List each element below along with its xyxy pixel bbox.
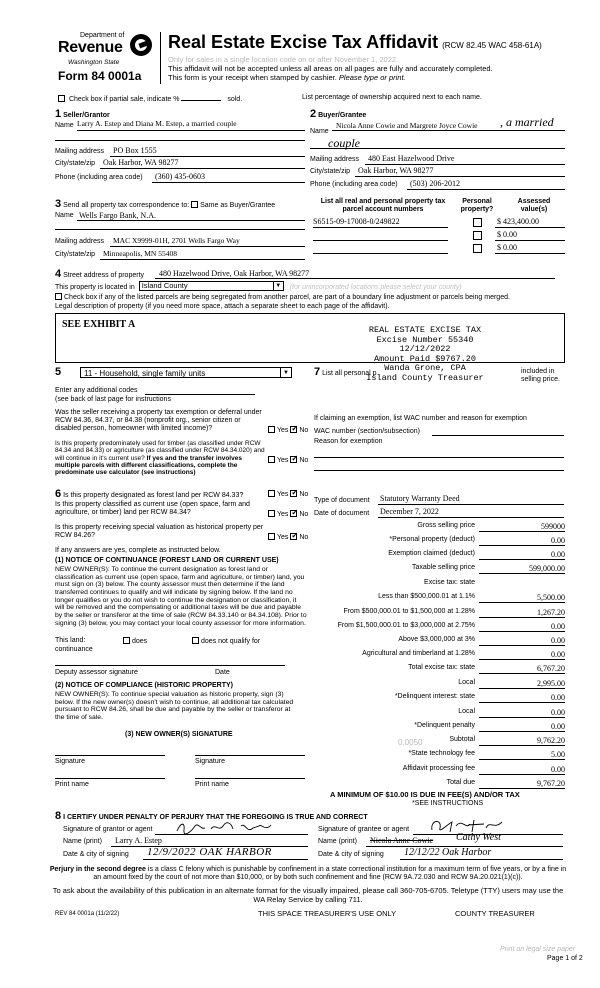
calc-row xyxy=(313,550,565,562)
tax-corr-name-field[interactable]: Wells Fargo Bank, N.A. xyxy=(79,211,156,220)
seller-phone-label: Phone (including area code) xyxy=(55,174,143,181)
calc-row xyxy=(313,664,565,676)
doc-type-row xyxy=(314,494,564,505)
calc-row xyxy=(313,679,565,691)
notice-continuance-body: NEW OWNER(S): To continue the current designation as forest land or classification as current use (open space, farm and agriculture, or timber) land, you must sign on (3) below. The county assessor must then determine if the land transferred continues to qualify and will indicate by signing below. If the land no longer qualifies or you do not wish to continue the designation or classification, it will be removed and the compensating or additional taxes will be due and payable by the seller or transferor at the time of sale (RCW 84.33.140 or 84.34.108). Prior to signing (3) below, you may contact your local county assessor for more information. xyxy=(55,566,307,627)
rev-number: REV 84 0001a (11/2/22) xyxy=(55,911,120,917)
calc-label: Less than $500,000.01 at 1.1% xyxy=(378,593,475,600)
personal-property-checkbox-3[interactable] xyxy=(473,244,482,253)
seller-num: 1 xyxy=(55,108,62,120)
forest-yes-checkbox[interactable] xyxy=(268,490,275,497)
buyer-city-field[interactable]: Oak Harbor, WA 98277 xyxy=(358,166,434,175)
current-use-no-label: No xyxy=(299,511,309,518)
historic-yes-checkbox[interactable] xyxy=(268,533,275,540)
reason-label: Reason for exemption xyxy=(314,438,383,445)
notice-line-1: This affidavit will not be accepted unless all areas on all pages are fully and accurately completed. xyxy=(168,64,493,73)
owner-sig-line-2[interactable] xyxy=(195,755,305,756)
calc-row xyxy=(313,765,565,777)
grantor-name-row xyxy=(63,838,308,846)
calc-row xyxy=(313,522,565,534)
calc-row xyxy=(313,693,565,705)
doc-date-label: Date of document xyxy=(314,510,370,517)
reason-line-1[interactable] xyxy=(314,457,564,458)
seller-mailing-label: Mailing address xyxy=(55,148,105,155)
calc-row xyxy=(313,564,565,576)
treasurer-use-label: THIS SPACE TREASURER'S USE ONLY xyxy=(258,909,397,918)
parcel-row-3 xyxy=(313,243,565,255)
same-as-buyer-checkbox[interactable] xyxy=(191,201,198,208)
calc-label: *Delinquent penalty xyxy=(414,722,475,729)
use-code-num: 5 xyxy=(55,366,62,378)
ownership-note: List percentage of ownership acquired next to each name. xyxy=(302,94,482,101)
grantor-date-field[interactable]: 12/9/2022 OAK HARBOR xyxy=(147,846,272,858)
calc-row xyxy=(313,736,565,748)
grantor-sig-label: Signature of grantor or agent xyxy=(63,826,153,833)
dropdown-arrow-icon[interactable]: ▼ xyxy=(273,282,283,291)
deputy-sig-label: Deputy assessor signature xyxy=(55,669,138,676)
calc-label: *State technology fee xyxy=(408,750,475,757)
tax-corr-city-row xyxy=(55,251,305,259)
only-for-note: Only for sales in a single location code on or after November 1, 2022. xyxy=(168,55,399,64)
parcel-col-header-1: List all real and personal property tax parcel account numbers xyxy=(320,198,446,214)
stamp-line-5: Wanda Grone, CPA xyxy=(384,363,466,374)
seller-blank-line xyxy=(55,140,305,141)
timber-question xyxy=(55,440,267,476)
calc-label: Above $3,000,000 at 3% xyxy=(398,636,475,643)
notice-line-2a: This form is your receipt when stamped by cashier. xyxy=(168,73,337,82)
tax-corr-name-label: Name xyxy=(55,212,74,219)
assessed-value-1[interactable]: $ 423,400.00 xyxy=(497,217,539,226)
calc-label: Gross selling price xyxy=(417,522,475,529)
notice-line-2b: Please type or print. xyxy=(338,73,406,82)
local-rate-field[interactable]: 0.0050 xyxy=(398,738,423,747)
reason-line-2[interactable] xyxy=(314,470,564,471)
see-instructions-note: *SEE INSTRUCTIONS xyxy=(412,800,484,807)
does-checkbox[interactable] xyxy=(123,637,130,644)
print-legal-note: Print on legal size paper xyxy=(500,946,576,953)
forest-q3: Is this property receiving special valuation as historical property per RCW 84.26? xyxy=(55,524,264,540)
calc-label: Taxable selling price xyxy=(411,564,475,571)
additional-codes-row xyxy=(55,387,305,395)
partial-sale-row xyxy=(58,94,242,104)
tax-corr-num: 3 xyxy=(55,198,62,210)
grantor-sig-row xyxy=(63,826,308,834)
new-owner-sig-heading: (3) NEW OWNER(S) SIGNATURE xyxy=(125,731,233,738)
calc-value[interactable]: 599000 xyxy=(479,522,565,532)
owner-print-line-2[interactable] xyxy=(195,778,305,779)
perjury-rest: is a class C felony which is punishable by confinement in a state correctional institution for a maximum term of five years, or by a fine in an amount fixed by the court of not more than $10,000, or by both such confinement and fine (RCW 9A.72.030 and RCW 9A.20.021(1)(c)). xyxy=(93,866,567,882)
calc-value[interactable]: 0.00 xyxy=(479,550,565,560)
current-use-yes-label: Yes xyxy=(277,511,289,518)
assessed-value-3[interactable]: $ 0.00 xyxy=(497,243,517,252)
stamp-line-3: 12/12/2022 xyxy=(399,344,451,355)
notice-line-2 xyxy=(168,74,406,83)
partial-sale-percent-field[interactable] xyxy=(181,94,221,101)
grantor-date-row xyxy=(63,846,308,859)
unincorp-hint: (for unincorporated locations please select your county) xyxy=(289,284,462,291)
timber-yes-label: Yes xyxy=(277,457,289,464)
grantee-date-row xyxy=(318,847,563,859)
calc-row xyxy=(313,579,565,591)
page-title xyxy=(168,32,542,53)
partial-sale-checkbox[interactable] xyxy=(58,95,65,102)
calc-label: Affidavit processing fee xyxy=(402,765,475,772)
forest-no-checkbox[interactable] xyxy=(290,490,297,497)
seller-mailing-field[interactable]: PO Box 1555 xyxy=(113,146,157,155)
county-select-value: Island County xyxy=(141,281,188,290)
county-row xyxy=(55,281,462,292)
calc-label: Total excise tax: state xyxy=(408,664,475,671)
calc-label: Local xyxy=(458,708,475,715)
does-option xyxy=(123,637,147,646)
buyer-phone-field[interactable]: (503) 206-2012 xyxy=(410,179,460,188)
tax-corr-mailing-label: Mailing address xyxy=(55,238,105,245)
wac-field[interactable] xyxy=(432,435,564,436)
exemption-wac-label: If claiming an exemption, list WAC number and reason for exemption xyxy=(314,415,527,422)
certify-heading-text: I CERTIFY UNDER PENALTY OF PERJURY THAT THE FOREGOING IS TRUE AND CORRECT xyxy=(63,814,368,821)
forest-q2: Is this property classified as current use (open space, farm and agriculture, or timber) land per RCW 84.34? xyxy=(55,501,250,517)
if-yes-note: If any answers are yes, complete as instructed below. xyxy=(55,547,221,554)
notice-compliance-heading: (2) NOTICE OF COMPLIANCE (HISTORIC PROPERTY) xyxy=(55,682,233,689)
owner-print-label-1: Print name xyxy=(55,781,89,788)
buyer-mailing-row xyxy=(310,156,565,164)
wac-row xyxy=(314,428,564,436)
grantee-sig-row xyxy=(318,826,563,834)
exemption-yes-no xyxy=(268,426,308,435)
seller-heading-text: Seller/Grantor xyxy=(63,112,110,119)
calc-row xyxy=(313,536,565,548)
stamp-line-6: Island County Treasurer xyxy=(345,374,505,384)
personal-property-num: 7 xyxy=(314,366,321,378)
use-code-selected: 11 - Household, single family units xyxy=(84,369,206,378)
continuance-label: continuance xyxy=(55,646,93,653)
does-not-label: does not qualify for xyxy=(201,638,261,645)
exemption-question: Was the seller receiving a property tax exemption or deferral under RCW 84.36, 84.37, or 84.38 (nonprofit org., senior citizen or disabled person, homeowner with limited income)? xyxy=(55,409,262,433)
calc-value[interactable]: 5,500.00 xyxy=(479,593,565,603)
grantee-name-label: Name (print) xyxy=(318,838,357,845)
exemption-yes-label: Yes xyxy=(277,427,289,434)
page-title-text: Real Estate Excise Tax Affidavit xyxy=(168,32,439,52)
stamp-line-2: Excise Number 55340 xyxy=(376,334,474,345)
does-not-option xyxy=(192,637,260,646)
historic-yes-label: Yes xyxy=(277,534,289,541)
buyer-heading-text: Buyer/Grantee xyxy=(318,112,367,119)
personal-property-label-b: included in selling price. xyxy=(521,368,560,384)
notice-compliance-body: NEW OWNER(S): To continue special valuation as historic property, sign (3) below. If the new owner(s) doesn't wish to continue, all additional tax calculated pursuant to RCW 84.26, shall be due and payable by the seller or transferor at the time of sale. xyxy=(55,691,294,722)
seller-name-field[interactable]: Larry A. Estep and Diana M. Estep, a married couple xyxy=(77,119,237,128)
buyer-city-label: City/state/zip xyxy=(310,168,351,175)
calc-row xyxy=(313,636,565,648)
buyer-name-handwritten: , a married xyxy=(500,115,554,129)
form-number: Form 84 0001a xyxy=(58,69,142,83)
see-back-note: (see back of last page for instructions xyxy=(55,396,171,403)
stamp-line-4: Amount Paid $9767.20 xyxy=(373,353,477,364)
certify-num: 8 xyxy=(55,810,62,822)
seller-mailing-row xyxy=(55,148,305,156)
personal-property-row xyxy=(314,363,564,384)
grantor-name-field[interactable]: Larry A. Estep xyxy=(115,836,162,845)
tax-corr-city-field[interactable]: Minneapolis, MN 55408 xyxy=(103,249,177,258)
forest-q1-text: Is this property designated as forest land per RCW 84.33? xyxy=(63,492,244,499)
dor-logo-swirl-icon xyxy=(130,34,152,56)
doc-date-row xyxy=(314,507,564,518)
buyer-num: 2 xyxy=(310,108,317,120)
street-row xyxy=(55,268,555,281)
buyer-city-row xyxy=(310,168,565,176)
grantor-signature[interactable] xyxy=(175,820,275,836)
this-land-label: This land: xyxy=(55,637,86,644)
buyer-name-field[interactable]: Nicola Anne Cowie and Margrete Joyce Cowie xyxy=(336,121,478,130)
parcel-row-2 xyxy=(313,230,565,242)
owner-sig-label-2: Signature xyxy=(195,758,225,765)
seller-phone-field[interactable]: (360) 435-0603 xyxy=(155,172,205,181)
tax-corr-city-label: City/state/zip xyxy=(55,251,96,258)
wac-label: WAC number (section/subsection) xyxy=(314,428,420,435)
doc-type-label: Type of document xyxy=(314,497,370,504)
page-number: Page 1 of 2 xyxy=(547,955,583,962)
seller-phone-row xyxy=(55,174,305,182)
seller-name-row xyxy=(55,119,305,130)
perjury-bold: Perjury in the second degree xyxy=(49,866,146,873)
calc-row xyxy=(313,608,565,620)
parcel-col-header-3: Assessed value(s) xyxy=(517,198,551,214)
deputy-sig-line[interactable] xyxy=(55,665,285,666)
parcel-col-header-2: Personal property? xyxy=(460,198,494,214)
calc-label: *Personal property (deduct) xyxy=(389,536,475,543)
additional-codes-label: Enter any additional codes xyxy=(55,387,138,394)
county-select[interactable] xyxy=(139,281,284,291)
calc-label: Agricultural and timberland at 1.28% xyxy=(362,650,475,657)
tax-corr-mailing-row xyxy=(55,238,305,246)
dor-logo-state: Washington State xyxy=(68,59,120,66)
parcel-row-1 xyxy=(313,217,565,229)
buyer-mailing-label: Mailing address xyxy=(310,156,360,163)
forest-no-label: No xyxy=(299,491,309,498)
tax-corr-heading xyxy=(55,198,275,211)
calc-row xyxy=(313,650,565,662)
tax-corr-name-row xyxy=(55,212,305,220)
deputy-date-label: Date xyxy=(215,669,230,676)
calc-value[interactable]: 0.00 xyxy=(479,636,565,646)
calc-label: Exemption claimed (deduct) xyxy=(388,550,475,557)
personal-property-label-a: List all personal p xyxy=(322,370,377,377)
use-code-select[interactable] xyxy=(80,367,292,378)
owner-print-label-2: Print name xyxy=(195,781,229,788)
calc-value[interactable] xyxy=(479,579,565,589)
stamp-line-1: REAL ESTATE EXCISE TAX xyxy=(368,325,482,335)
grantee-name-row xyxy=(318,832,563,846)
partial-sale-label-b: sold. xyxy=(227,96,243,103)
doc-type-field[interactable]: Statutory Warranty Deed xyxy=(380,494,460,503)
does-not-checkbox[interactable] xyxy=(192,637,199,644)
seller-city-field[interactable]: Oak Harbor, WA 98277 xyxy=(103,158,179,167)
calc-value[interactable]: 9,762.20 xyxy=(479,736,565,746)
current-use-no-checkbox[interactable] xyxy=(290,510,297,517)
calc-value[interactable]: 599,000.00 xyxy=(479,564,565,574)
segregated-checkbox[interactable] xyxy=(55,293,62,300)
this-land-row xyxy=(55,637,307,645)
grantee-name-handwritten: Cathy West xyxy=(456,832,501,843)
current-use-yes-checkbox[interactable] xyxy=(268,510,275,517)
assessed-value-2[interactable]: $ 0.00 xyxy=(497,230,517,239)
buyer-mailing-field[interactable]: 480 East Hazelwood Drive xyxy=(368,154,455,163)
forest-q2-yes-no xyxy=(268,510,308,519)
calc-value[interactable]: 5.00 xyxy=(479,750,565,760)
personal-property-checkbox-1[interactable] xyxy=(473,218,482,227)
seller-city-row xyxy=(55,160,305,168)
calc-row xyxy=(313,750,565,762)
calc-value[interactable]: 9,767.20 xyxy=(479,779,565,789)
exemption-no-checkbox[interactable] xyxy=(290,426,297,433)
tax-corr-mailing-field[interactable]: MAC X9999-01H, 2701 Wells Fargo Way xyxy=(113,236,240,245)
calc-value[interactable]: 0.00 xyxy=(479,650,565,660)
calc-value[interactable]: 0.00 xyxy=(479,708,565,718)
seller-name-label: Name xyxy=(55,122,74,129)
grantor-date-label: Date & city of signing xyxy=(63,851,129,858)
timber-question-b: If yes and the transfer involves multiple parcels with different classifications, complete the predominate use calculator (see instructions) xyxy=(55,454,242,477)
legal-label: Legal description of property (if you need more space, attach a separate sheet to each page of the affidavit). xyxy=(55,303,390,310)
forest-num: 6 xyxy=(55,488,62,500)
legal-description-text: SEE EXHIBIT A xyxy=(62,319,136,330)
street-field[interactable]: 480 Hazelwood Drive, Oak Harbor, WA 98277 xyxy=(159,269,310,278)
calc-value[interactable]: 1,267.20 xyxy=(479,608,565,618)
grantor-name-label: Name (print) xyxy=(63,838,102,845)
dropdown-arrow-icon[interactable]: ▼ xyxy=(280,368,291,378)
owner-sig-line-1[interactable] xyxy=(55,755,165,756)
calc-label: From $500,000.01 to $1,500,000 at 1.28% xyxy=(343,608,475,615)
tax-corr-heading-text: Send all property tax correspondence to: xyxy=(63,202,190,209)
buyer-name-handwritten-2: couple xyxy=(328,136,360,150)
calc-value[interactable]: 0.00 xyxy=(479,622,565,632)
partial-sale-label-a: Check box if partial sale, indicate % xyxy=(68,96,180,103)
located-label: This property is located in xyxy=(55,284,135,291)
timber-yes-checkbox[interactable] xyxy=(268,456,275,463)
dor-logo-text-2: Revenue xyxy=(58,39,123,56)
calc-label: Total due xyxy=(446,779,475,786)
calc-label: Excise tax: state xyxy=(424,579,475,586)
dor-logo xyxy=(60,30,160,86)
timber-yes-no xyxy=(268,456,308,465)
calc-label: *Delinquent interest: state xyxy=(394,693,475,700)
perjury-note xyxy=(48,866,568,882)
calc-value[interactable]: 6,767.20 xyxy=(479,664,565,674)
grantee-date-label: Date & city of signing xyxy=(318,851,384,858)
minimum-due-note: A MINIMUM OF $10.00 IS DUE IN FEE(S) AND/OR TAX xyxy=(330,790,520,799)
header-divider xyxy=(160,32,161,84)
street-label: Street address of property xyxy=(63,272,145,279)
segregated-row xyxy=(55,293,510,302)
alt-format-note: To ask about the availability of this publication in an alternate format for the visually impaired, please call 360-705-6705. Teletype (TTY) users may use the WA Relay Service by calling 711. xyxy=(52,886,564,904)
calc-value[interactable]: 0.00 xyxy=(479,536,565,546)
timber-no-checkbox[interactable] xyxy=(290,456,297,463)
calc-row xyxy=(313,593,565,605)
buyer-heading xyxy=(310,108,366,121)
tax-corr-blank-line xyxy=(55,229,305,230)
doc-date-field[interactable]: December 7, 2022 xyxy=(380,507,439,516)
calc-value[interactable]: 0.00 xyxy=(479,765,565,775)
calc-row xyxy=(313,622,565,634)
calc-row xyxy=(313,708,565,720)
calc-label: Local xyxy=(458,679,475,686)
notice-continuance-heading: (1) NOTICE OF CONTINUANCE (FOREST LAND OR CURRENT USE) xyxy=(55,557,279,564)
additional-codes-field[interactable] xyxy=(145,394,255,395)
buyer-name-label: Name xyxy=(310,128,329,135)
grantee-sig-label: Signature of grantee or agent xyxy=(318,826,410,833)
calc-row xyxy=(313,722,565,734)
exemption-yes-checkbox[interactable] xyxy=(268,426,275,433)
owner-print-line-1[interactable] xyxy=(55,778,165,779)
grantee-date-field[interactable]: 12/12/22 Oak Harbor xyxy=(404,847,492,858)
owner-sig-label-1: Signature xyxy=(55,758,85,765)
buyer-phone-label: Phone (including area code) xyxy=(310,181,398,188)
forest-q3-yes-no xyxy=(268,533,308,542)
personal-property-checkbox-2[interactable] xyxy=(473,231,482,240)
page-title-rcw: (RCW 82.45 WAC 458-61A) xyxy=(442,41,542,50)
exemption-no-label: No xyxy=(299,427,309,434)
forest-q1 xyxy=(55,488,270,501)
calc-label: From $1,500,000.01 to $3,000,000 at 2.75% xyxy=(337,622,475,629)
grantee-name-struck[interactable]: Nicola Anne Cowie xyxy=(370,836,434,845)
seller-city-label: City/state/zip xyxy=(55,160,96,167)
calc-value[interactable]: 2,995.00 xyxy=(479,679,565,689)
county-treasurer-label: COUNTY TREASURER xyxy=(455,909,535,918)
timber-question-a: Is this property predominately used for timber (as classified under RCW 84.34 and 84.33) or agriculture (as classified under RCW 84.34.020) and will continue in it's current use? xyxy=(55,440,265,462)
calc-label: Subtotal xyxy=(449,736,475,743)
calc-value[interactable]: 0.00 xyxy=(479,693,565,703)
historic-no-label: No xyxy=(299,534,309,541)
historic-no-checkbox[interactable] xyxy=(290,533,297,540)
segregated-label: Check box if any of the listed parcels are being segregated from another parcel, are part of a boundary line adjustment or parcels being merged. xyxy=(64,294,510,301)
forest-yes-label: Yes xyxy=(277,491,289,498)
forest-q1-yes-no xyxy=(268,490,308,499)
does-label: does xyxy=(132,638,148,645)
timber-no-label: No xyxy=(299,457,309,464)
parcel-number-1[interactable]: S6515-09-17008-0/249822 xyxy=(313,217,400,226)
buyer-phone-row xyxy=(310,181,565,189)
property-num: 4 xyxy=(55,268,62,280)
dor-logo-text-1: Department of xyxy=(80,32,125,39)
same-as-buyer-label: Same as Buyer/Grantee xyxy=(200,202,276,209)
calc-value[interactable]: 0.00 xyxy=(479,722,565,732)
